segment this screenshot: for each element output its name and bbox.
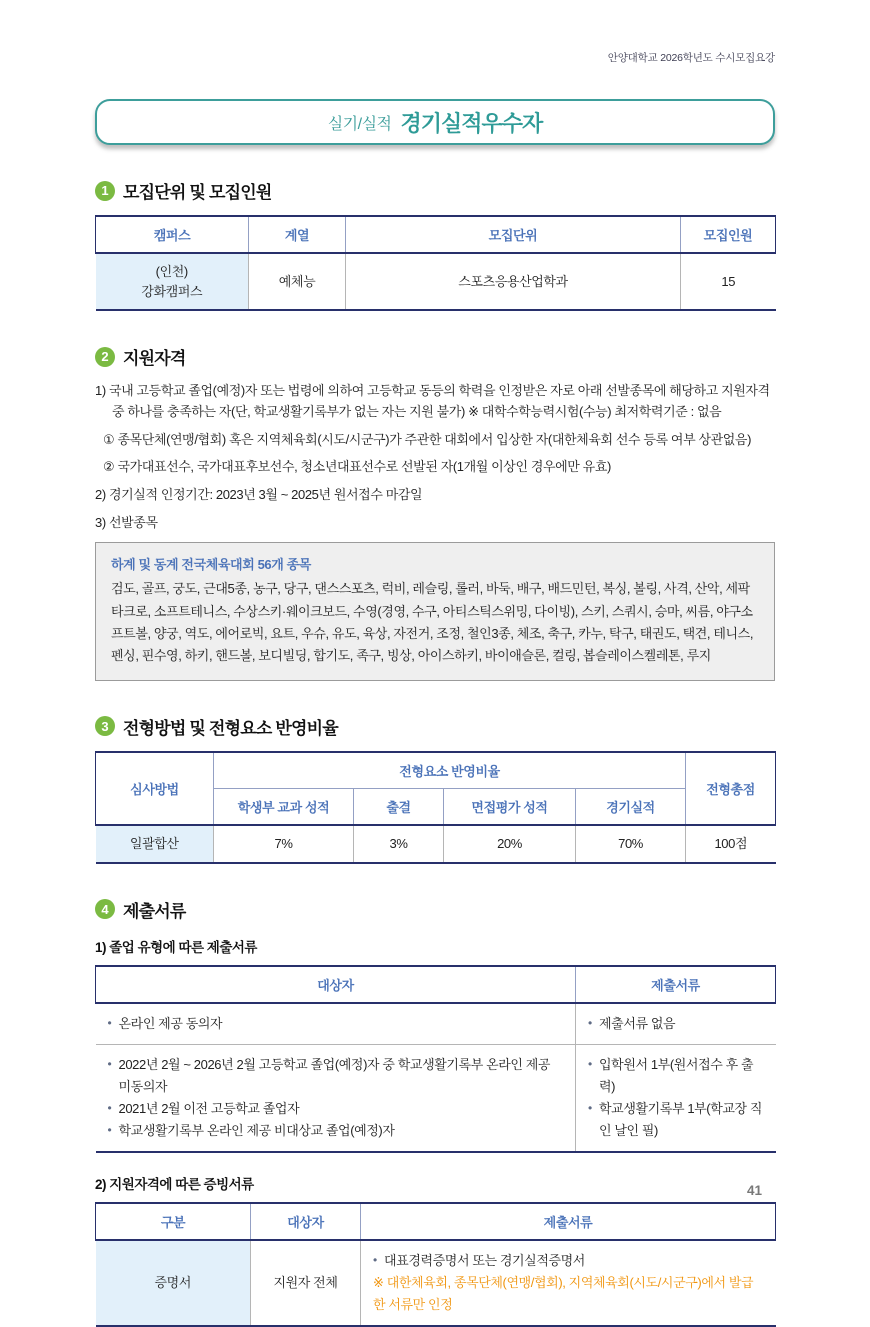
doc-item: • 제출서류 없음: [588, 1013, 764, 1035]
cell-docs-1: [576, 1003, 776, 1045]
qual-item-1b: ② 국가대표선수, 국가대표후보선수, 청소년대표선수로 선발된 자(1개월 이상인 경우에만 유효): [103, 459, 611, 475]
page-content: [95, 0, 775, 1327]
col-attendance: 출결: [354, 788, 444, 825]
table-row: [96, 825, 776, 863]
cell-gpa: 7%: [214, 825, 354, 863]
sub2-heading: 2) 지원자격에 따른 증빙서류: [95, 1177, 254, 1193]
col-docs: 제출서류: [576, 966, 776, 1003]
cell-campus: [96, 253, 249, 310]
col-total: 전형총점: [686, 752, 776, 825]
table-row: [96, 1240, 776, 1326]
col-unit: 모집단위: [346, 216, 681, 253]
target-item: • 학교생활기록부 온라인 제공 비대상교 졸업(예정)자: [108, 1120, 564, 1142]
section3-heading: [95, 714, 775, 739]
col-target: 대상자: [251, 1203, 361, 1240]
qual-item-3: 3) 선발종목: [95, 514, 158, 530]
doc-note: ※ 대한체육회, 종목단체(연맹/협회), 지역체육회(시도/시군구)에서 발급한 서류만 인정: [373, 1275, 754, 1313]
evaluation-ratio-table: [95, 751, 776, 864]
sports-list-box: [95, 542, 775, 681]
banner-category: 실기/실적: [327, 115, 392, 133]
table-header-row: [96, 1203, 776, 1240]
doc-item: • 입학원서 1부(원서접수 후 출력): [588, 1054, 764, 1098]
section3-title: 전형방법 및 전형요소 반영비율: [123, 718, 338, 738]
col-field: 계열: [249, 216, 346, 253]
sub1-heading: 1) 졸업 유형에 따른 제출서류: [95, 939, 257, 955]
page-number: 41: [746, 1183, 762, 1198]
table-row: [96, 1003, 776, 1045]
sports-box-title: 하계 및 동계 전국체육대회 56개 종목: [111, 556, 311, 572]
cell-type: 증명서: [96, 1240, 251, 1326]
cell-method: 일괄합산: [96, 825, 214, 863]
cell-docs: [361, 1240, 776, 1326]
banner-title: 경기실적우수자: [400, 110, 543, 136]
qual-item-1a: ① 종목단체(연맹/협회) 혹은 지역체육회(시도/시군구)가 주관한 대회에서 입상한 자(대한체육회 선수 등록 여부 상관없음): [103, 431, 752, 447]
admission-units-table: [95, 215, 776, 311]
col-performance: 경기실적: [576, 788, 686, 825]
section4-number-badge: 4: [95, 899, 115, 919]
section2-title: 지원자격: [123, 349, 186, 368]
qualification-text: [95, 381, 775, 534]
table-row: [96, 1044, 776, 1152]
target-item: • 2021년 2월 이전 고등학교 졸업자: [108, 1098, 564, 1120]
cell-count: 15: [681, 253, 776, 310]
section4-heading: [95, 897, 775, 922]
campus-line2: 강화캠퍼스: [141, 283, 203, 299]
section1-heading: [95, 178, 775, 203]
col-campus: 캠퍼스: [96, 216, 249, 253]
graduation-docs-table: [95, 965, 776, 1153]
col-target: 대상자: [96, 966, 576, 1003]
section2-number-badge: 2: [95, 347, 115, 367]
col-type: 구분: [96, 1203, 251, 1240]
section2-heading: [95, 344, 775, 369]
col-ratio-group: 전형요소 반영비율: [214, 752, 686, 789]
proof-docs-table: [95, 1202, 776, 1327]
col-gpa: 학생부 교과 성적: [214, 788, 354, 825]
running-head: 안양대학교 2026학년도 수시모집요강: [607, 52, 775, 64]
table-header-row: [96, 216, 776, 253]
qual-item-2: 2) 경기실적 인정기간: 2023년 3월 ~ 2025년 원서접수 마감일: [95, 487, 423, 503]
col-count: 모집인원: [681, 216, 776, 253]
cell-performance: 70%: [576, 825, 686, 863]
col-interview: 면접평가 성적: [444, 788, 576, 825]
title-banner: [95, 99, 775, 145]
target-item: • 온라인 제공 동의자: [108, 1013, 564, 1035]
table-header-row: [96, 966, 776, 1003]
section3-number-badge: 3: [95, 716, 115, 736]
cell-attendance: 3%: [354, 825, 444, 863]
cell-field: 예체능: [249, 253, 346, 310]
cell-target: 지원자 전체: [251, 1240, 361, 1326]
cell-docs-2: [576, 1044, 776, 1152]
section1-title: 모집단위 및 모집인원: [123, 183, 272, 202]
cell-unit: 스포츠응용산업학과: [346, 253, 681, 310]
cell-target-2: [96, 1044, 576, 1152]
col-method: 심사방법: [96, 752, 214, 825]
doc-item: • 학교생활기록부 1부(학교장 직인 날인 필): [588, 1098, 764, 1142]
doc-item: • 대표경력증명서 또는 경기실적증명서: [373, 1250, 764, 1272]
qual-item-1: 1) 국내 고등학교 졸업(예정)자 또는 법령에 의하여 고등학교 동등의 학력을 인정받은 자로 아래 선발종목에 해당하고 지원자격 중 하나를 충족하는 자(단, 학교생활기록부가 없는 자는 지원 불가) ※ 대학수학능력시험(수능) 최저학력기준 : 없음: [95, 383, 770, 419]
section4-title: 제출서류: [123, 901, 186, 921]
cell-interview: 20%: [444, 825, 576, 863]
col-docs: 제출서류: [361, 1203, 776, 1240]
sports-box-text: 검도, 골프, 궁도, 근대5종, 농구, 당구, 댄스스포츠, 럭비, 레슬링, 롤러, 바둑, 배구, 배드민턴, 복싱, 볼링, 사격, 산악, 세팍타크로, 소프트테니스, 수상스키·웨이크보드, 수영(경영, 수구, 아티스틱스위밍, 다이빙), 스키, 스쿼시, 승마, 씨름, 야구소프트볼, 양궁, 역도, 에어로빅, 요트, 우슈, 유도, 육상, 자전거, 조정, 철인3종, 체조, 축구, 카누, 탁구, 태권도, 택견, 테니스, 펜싱, 핀수영, 하키, 핸드볼, 보디빌딩, 합기도, 족구, 빙상, 아이스하키, 바이애슬론, 컬링, 봅슬레이스켈레톤, 루지: [111, 581, 754, 664]
cell-target-1: [96, 1003, 576, 1045]
section1-number-badge: 1: [95, 181, 115, 201]
target-item: • 2022년 2월 ~ 2026년 2월 고등학교 졸업(예정)자 중 학교생활기록부 온라인 제공 미동의자: [108, 1054, 564, 1098]
table-row: [96, 253, 776, 310]
cell-total: 100점: [686, 825, 776, 863]
table-header-row-1: [96, 752, 776, 789]
campus-line1: (인천): [155, 264, 188, 279]
